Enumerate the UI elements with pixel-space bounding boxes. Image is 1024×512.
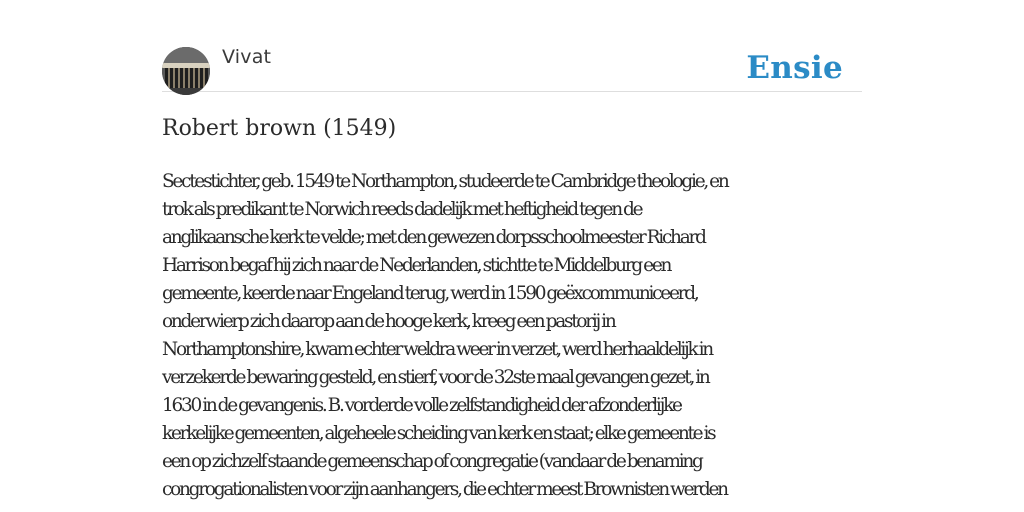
article-title: Robert brown (1549) bbox=[162, 116, 397, 141]
page-container bbox=[162, 0, 862, 500]
page-header bbox=[162, 0, 862, 92]
body-line: Harrison begaf hij zich naar de Nederlanden, stichtte te Middelburg een bbox=[162, 255, 671, 276]
body-line: anglikaansche kerk te velde; met den gewezen dorpsschoolmeester Richard bbox=[162, 227, 705, 248]
body-line: onderwierp zich daarop aan de hooge kerk, kreeg een pastorij in bbox=[162, 311, 615, 332]
article-body bbox=[162, 168, 862, 504]
body-line: congrogationalisten voor zijn aanhangers, die echter meest Brownisten werden bbox=[162, 479, 727, 500]
body-line: Northamptonshire, kwam echter weldra weer in verzet, werd herhaaldelijk in bbox=[162, 339, 712, 360]
source-name[interactable]: Vivat bbox=[222, 46, 272, 68]
body-line: een op zichzelf staande gemeenschap of congregatie (vandaar de benaming bbox=[162, 451, 702, 472]
body-line: 1630 in de gevangenis. B. vorderde volle zelfstandigheid der afzonderlijke bbox=[162, 395, 681, 416]
body-line: trok als predikant te Norwich reeds dadelijk met heftigheid tegen de bbox=[162, 199, 642, 220]
brand-logo[interactable]: Ensie bbox=[746, 50, 843, 86]
body-line: verzekerde bewaring gesteld, en stierf, voor de 32ste maal gevangen gezet, in bbox=[162, 367, 709, 388]
body-line: gemeente, keerde naar Engeland terug, werd in 1590 geëxcommuniceerd, bbox=[162, 283, 698, 304]
source-avatar[interactable] bbox=[162, 47, 210, 95]
body-line: Sectestichter, geb. 1549 te Northampton, studeerde te Cambridge theologie, en bbox=[162, 171, 728, 192]
book-spines-avatar-icon bbox=[162, 47, 210, 95]
body-line: kerkelijke gemeenten, algeheele scheiding van kerk en staat; elke gemeente is bbox=[162, 423, 715, 444]
